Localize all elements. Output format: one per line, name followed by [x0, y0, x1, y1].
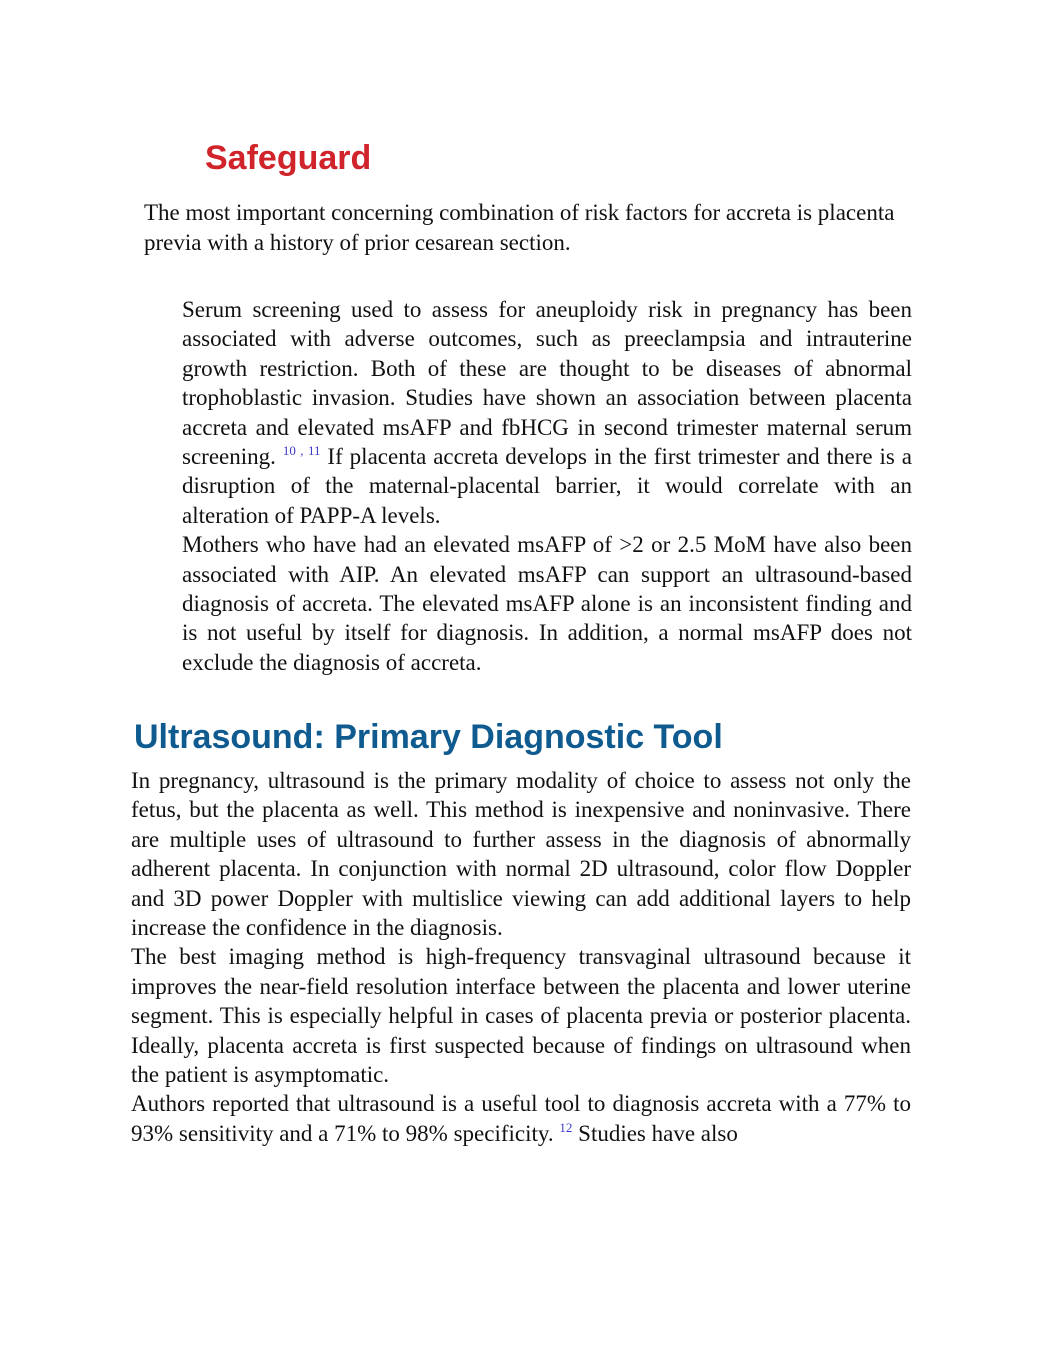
safeguard-heading: Safeguard: [205, 139, 372, 177]
ultrasound-text-before-citation: Authors reported that ultrasound is a useful tool to diagnosis accreta with a 77% to 93% sensitivity and a 71% to 98% specificity.: [131, 1091, 911, 1146]
serum-text-after-citation: If placenta accreta develops in the first trimester and there is a disruption of the maternal-placental barrier, it would correlate with an alteration of PAPP-A levels.: [182, 444, 913, 528]
ultrasound-paragraph-2: The best imaging method is high-frequency transvaginal ultrasound because it improves the near-field resolution interface between the placenta and lower uterine segment. This is especially helpful in cases of placenta previa or posterior placenta. Ideally, placenta accreta is first suspected because of findings on ultrasound when the patient is asymptomatic.: [131, 944, 911, 1088]
serum-paragraph-2: Mothers who have had an elevated msAFP of >2 or 2.5 MoM have also been associated with AIP. An elevated msAFP can support an ultrasound-based diagnosis of accreta. The elevated msAFP alone is an inconsistent finding and is not useful by itself for diagnosis. In addition, a normal msAFP does not exclude the diagnosis of accreta.: [182, 532, 912, 675]
serum-screening-block: [182, 295, 912, 677]
serum-text-before-citation: Serum screening used to assess for aneuploidy risk in pregnancy has been associated with adverse outcomes, such as preeclampsia and intrauterine growth restriction. Both of these are thought to be diseases of abnormal trophoblastic invasion. Studies have shown an association between placenta accreta and elevated msAFP and fbHCG in second trimester maternal serum screening.: [182, 297, 912, 470]
safeguard-text: The most important concerning combination of risk factors for accreta is placenta previa with a history of prior cesarean section.: [144, 200, 895, 255]
citation-10[interactable]: 10: [282, 443, 296, 459]
serum-paragraph-1: [182, 295, 912, 530]
ultrasound-body: [131, 766, 911, 1148]
ultrasound-paragraph-3: [131, 1089, 911, 1148]
citation-separator: ,: [300, 443, 304, 459]
ultrasound-paragraph-1: In pregnancy, ultrasound is the primary modality of choice to assess not only the fetus, but the placenta as well. This method is inexpensive and noninvasive. There are multiple uses of ultrasound to further assess in the diagnosis of abnormally adherent placenta. In conjunction with normal 2D ultrasound, color flow Doppler and 3D power Doppler with multislice viewing can add additional layers to help increase the confidence in the diagnosis.: [131, 768, 911, 941]
ultrasound-text-after-citation: Studies have also: [578, 1120, 738, 1146]
ultrasound-heading: Ultrasound: Primary Diagnostic Tool: [134, 718, 723, 756]
citation-11[interactable]: 11: [307, 443, 321, 459]
citation-12[interactable]: 12: [559, 1119, 573, 1135]
